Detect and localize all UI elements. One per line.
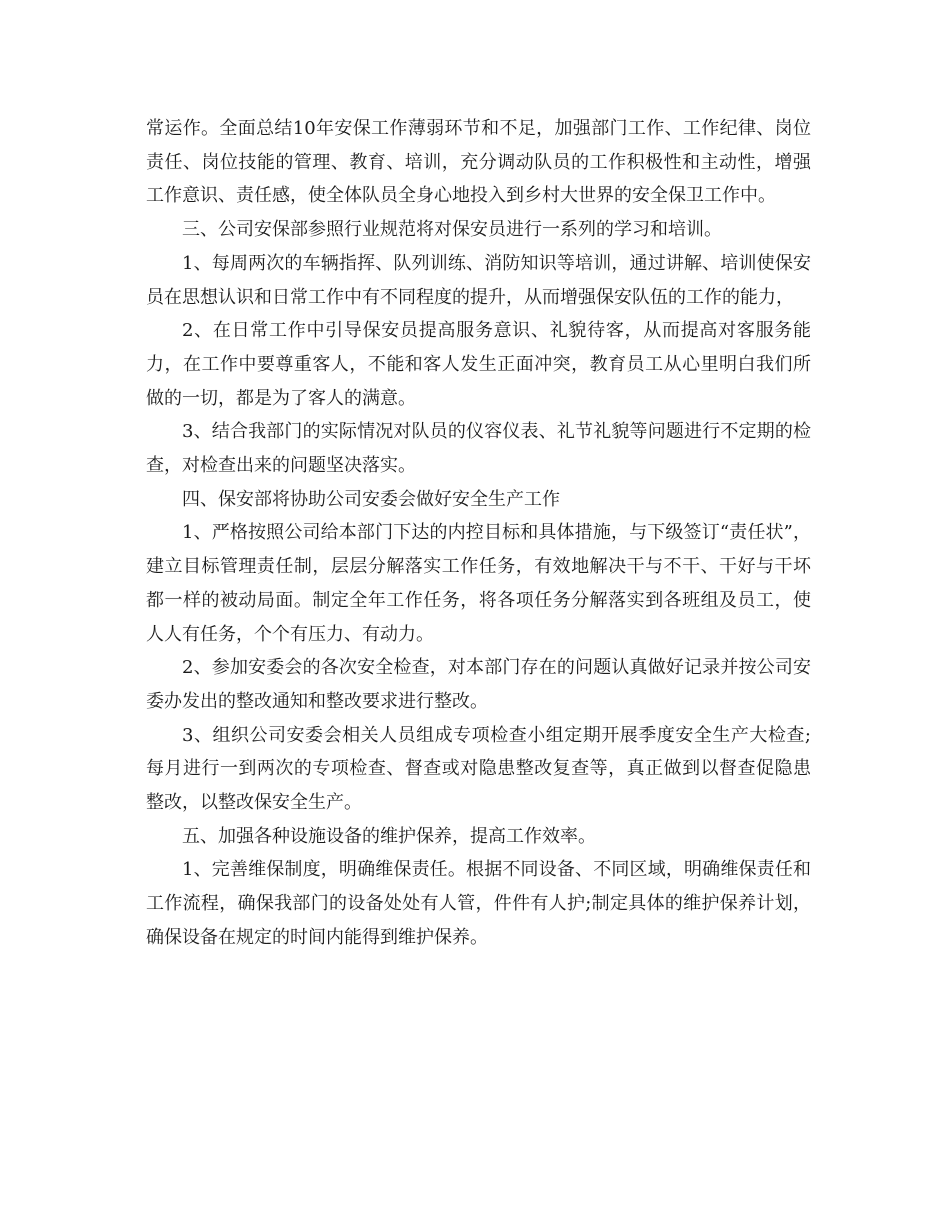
- paragraph-continuation: 常运作。全面总结10年安保工作薄弱环节和不足，加强部门工作、工作纪律、岗位责任、岗位技能的管理、教育、培训，充分调动队员的工作积极性和主动性，增强工作意识、责任感，使全体队员全身心地投入到乡村大世界的安全保卫工作中。: [146, 118, 811, 207]
- paragraph: 1、严格按照公司给本部门下达的内控目标和具体措施，与下级签订“责任状”，建立目标管理责任制，层层分解落实工作任务，有效地解决干与不干、干好与干坏都一样的被动局面。制定全年工作任务，将各项任务分解落实到各班组及员工，使人人有任务，个个有压力、有动力。: [146, 522, 811, 645]
- paragraph: 3、组织公司安委会相关人员组成专项检查小组定期开展季度安全生产大检查;每月进行一到两次的专项检查、督查或对隐患整改复查等，真正做到以督查促隐患整改，以整改保安全生产。: [146, 724, 811, 814]
- paragraph: 1、完善维保制度，明确维保责任。根据不同设备、不同区域，明确维保责任和工作流程，确保我部门的设备处处有人管，件件有人护;制定具体的维护保养计划，确保设备在规定的时间内能得到维护保养。: [146, 859, 811, 948]
- section-heading-4: 四、保安部将协助公司安委会做好安全生产工作: [182, 488, 560, 510]
- paragraph: 3、结合我部门的实际情况对队员的仪容仪表、礼节礼貌等问题进行不定期的检查，对检查出来的问题坚决落实。: [146, 421, 811, 477]
- section-heading-3: 三、公司安保部参照行业规范将对保安员进行一系列的学习和培训。: [182, 219, 722, 241]
- paragraph: 1、每周两次的车辆指挥、队列训练、消防知识等培训，通过讲解、培训使保安员在思想认识和日常工作中有不同程度的提升，从而增强保安队伍的工作的能力，: [146, 252, 811, 308]
- document-body: [146, 112, 811, 955]
- paragraph: 2、在日常工作中引导保安员提高服务意识、礼貌待客，从而提高对客服务能力，在工作中要尊重客人，不能和客人发生正面冲突，教育员工从心里明白我们所做的一切，都是为了客人的满意。: [146, 320, 811, 409]
- paragraph: 2、参加安委会的各次安全检查，对本部门存在的问题认真做好记录并按公司安委办发出的整改通知和整改要求进行整改。: [146, 657, 811, 712]
- section-heading-5: 五、加强各种设施设备的维护保养，提高工作效率。: [182, 825, 596, 847]
